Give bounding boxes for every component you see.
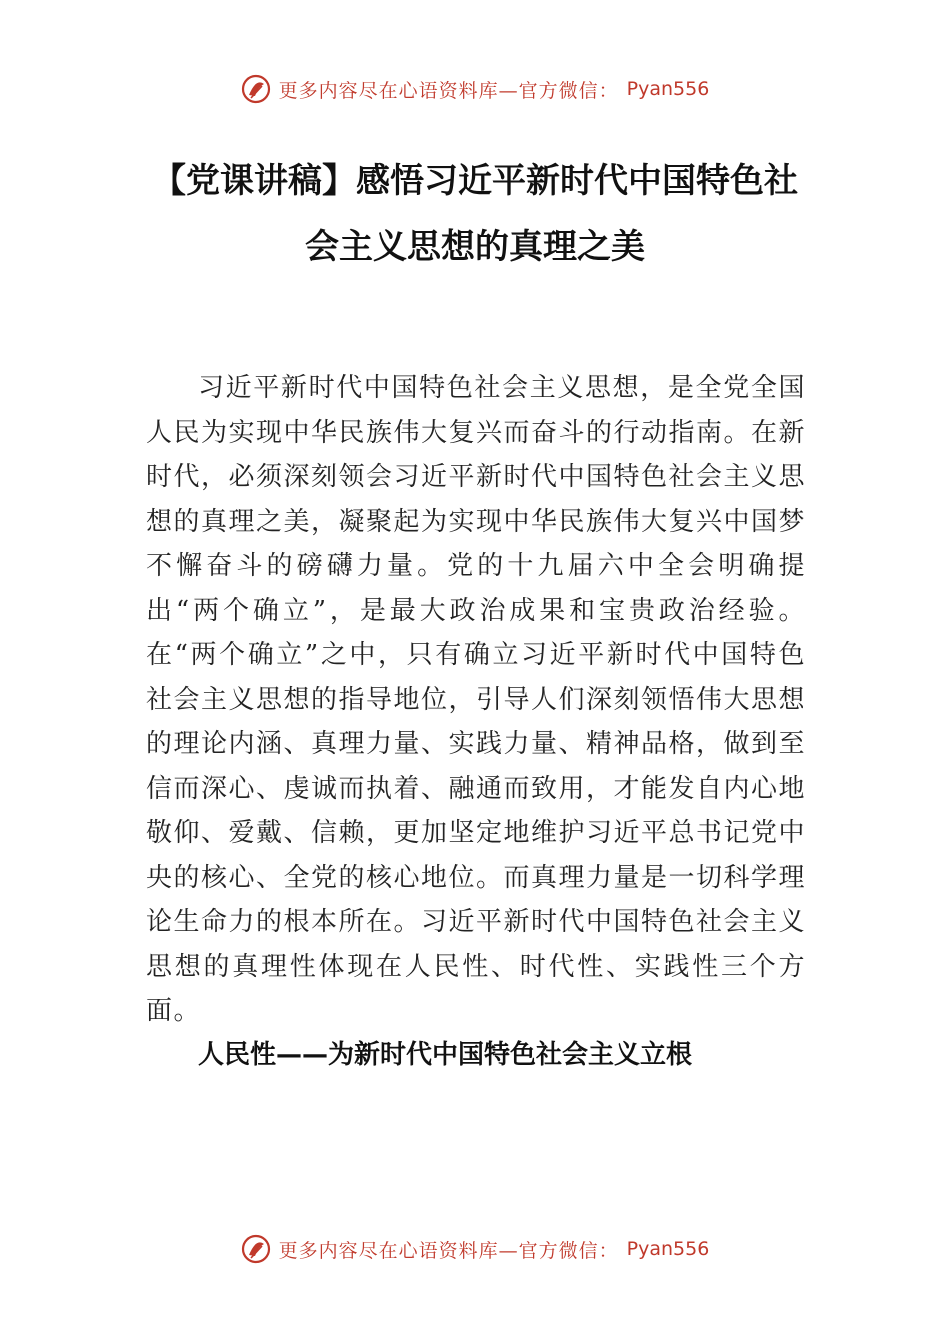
section-heading: 人民性——为新时代中国特色社会主义立根 — [198, 1040, 693, 1070]
body-paragraph: 习近平新时代中国特色社会主义思想，是全党全国人民为实现中华民族伟大复兴而奋斗的行动指南。在新时代，必须深刻领会习近平新时代中国特色社会主义思想的真理之美，凝聚起为实现中华民族伟大复兴中国梦不懈奋斗的磅礴力量。党的十九届六中全会明确提出“两个确立”，是最大政治成果和宝贵政治经验。在“两个确立”之中，只有确立习近平新时代中国特色社会主义思想的指导地位，引导人们深刻领悟伟大思想的理论内涵、真理力量、实践力量、精神品格，做到至信而深心、虔诚而执着、融通而致用，才能发自内心地敬仰、爱戴、信赖，更加坚定地维护习近平总书记党中央的核心、全党的核心地位。而真理力量是一切科学理论生命力的根本所在。习近平新时代中国特色社会主义思想的真理性体现在人民性、时代性、实践性三个方面。 — [146, 373, 807, 1026]
logo-icon — [241, 74, 271, 104]
title-line-1: 【党课讲稿】感悟习近平新时代中国特色社 — [152, 161, 798, 201]
watermark-wechat-id: Pyan556 — [626, 78, 710, 100]
watermark-text: 更多内容尽在心语资料库—官方微信： — [278, 1239, 619, 1262]
footer-watermark — [0, 1234, 950, 1264]
watermark-text: 更多内容尽在心语资料库—官方微信： — [278, 79, 619, 102]
header-watermark — [0, 74, 950, 104]
document-title — [120, 148, 830, 280]
title-line-2: 会主义思想的真理之美 — [305, 227, 645, 267]
logo-icon — [241, 1234, 271, 1264]
watermark-wechat-id: Pyan556 — [626, 1238, 710, 1260]
